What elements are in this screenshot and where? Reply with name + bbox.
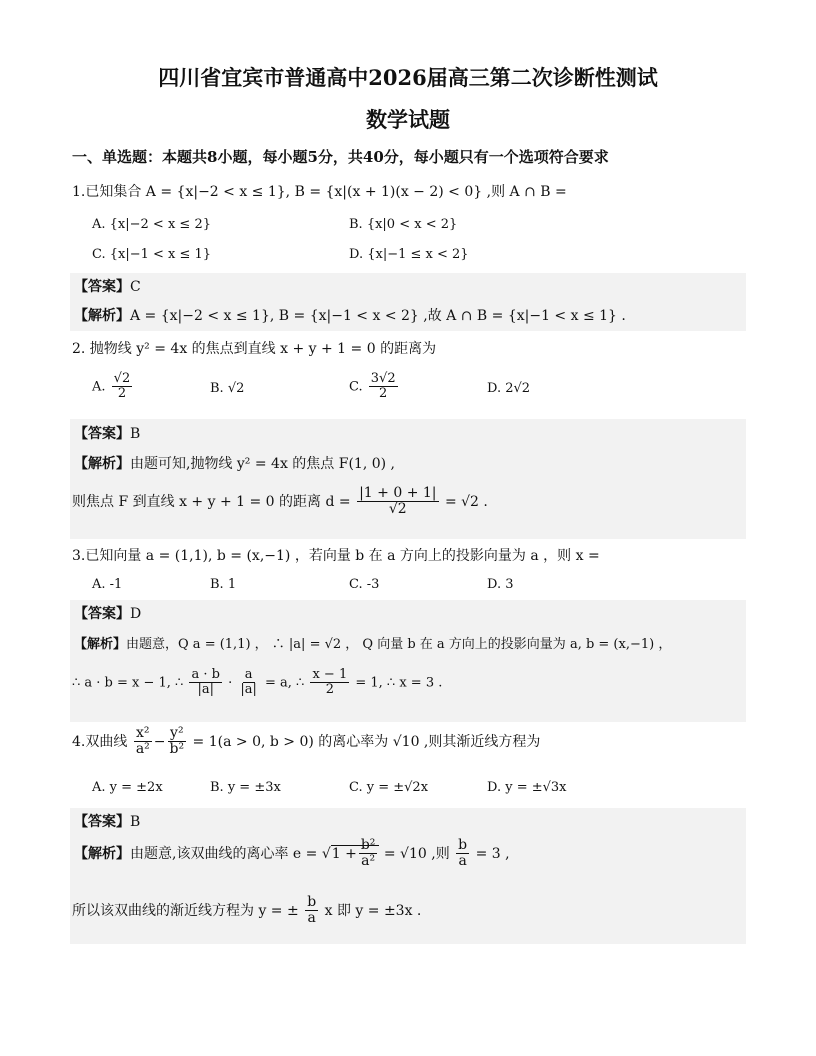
analysis-text: 所以该双曲线的渐近线方程为 y = ± bbox=[72, 902, 299, 919]
asymptote-fraction bbox=[305, 895, 318, 927]
answer-tag: 【答案】 bbox=[74, 814, 130, 830]
fraction-numerator: y² bbox=[170, 725, 184, 741]
analysis-text: A = {x|−2 < x ≤ 1}, B = {x|−1 < x < 2} ,故 A ∩ B = {x|−1 < x ≤ 1} . bbox=[130, 308, 626, 324]
fraction-numerator: 3√2 bbox=[370, 371, 396, 386]
question-3-option-b: B. 1 bbox=[210, 577, 237, 592]
analysis-tag: 【解析】 bbox=[74, 637, 127, 652]
ratio-fraction bbox=[456, 838, 469, 870]
analysis-text: = √10 ,则 bbox=[383, 845, 450, 862]
question-3-stem: 3.已知向量 a = (1,1), b = (x,−1) ，若向量 b 在 a 方向上的投影向量为 a ，则 x = bbox=[72, 548, 600, 564]
question-2-option-b: B. √2 bbox=[210, 381, 245, 396]
analysis-3 bbox=[74, 633, 671, 652]
question-3-option-a: A. -1 bbox=[92, 577, 123, 592]
answer-value: B bbox=[130, 814, 141, 830]
analysis-text: 由题意，Q a = (1,1) ， ∴ |a| = √2 ， Q 向量 b 在 a 方向上的投影向量为 a, b = (x,−1) ， bbox=[126, 637, 672, 652]
hyperbola-y-fraction bbox=[168, 726, 187, 758]
analysis-text: = a, ∴ bbox=[265, 675, 305, 691]
question-4-option-d: D. y = ±√3x bbox=[487, 780, 567, 795]
question-2-option-d: D. 2√2 bbox=[487, 381, 531, 396]
answer-tag: 【答案】 bbox=[74, 426, 130, 442]
fraction-denominator: |a| bbox=[240, 682, 257, 698]
answer-tag: 【答案】 bbox=[74, 279, 130, 295]
answer-panel-2 bbox=[70, 419, 746, 539]
analysis-text: 由题意,该双曲线的离心率 e = bbox=[130, 845, 318, 862]
document-title: 四川省宜宾市普通高中2026届高三第二次诊断性测试 bbox=[158, 65, 658, 90]
analysis-tag: 【解析】 bbox=[74, 845, 130, 862]
analysis-text: ∴ a · b = x − 1, ∴ bbox=[72, 675, 184, 691]
question-1-stem: 1.已知集合 A = {x|−2 < x ≤ 1}, B = {x|(x + 1)(x − 2) < 0} ,则 A ∩ B = bbox=[72, 184, 567, 200]
answer-1 bbox=[74, 276, 141, 296]
fraction-numerator: b² bbox=[360, 837, 376, 853]
section-heading: 一、单选题：本题共8小题，每小题5分，共40分，每小题只有一个选项符合要求 bbox=[72, 148, 609, 166]
option-label: A. bbox=[92, 379, 106, 395]
distance-fraction bbox=[357, 486, 438, 518]
analysis-text: = √2 . bbox=[444, 493, 488, 510]
analysis-tag: 【解析】 bbox=[74, 456, 130, 472]
fraction-denominator: 2 bbox=[325, 682, 334, 698]
fraction-denominator: 2 bbox=[117, 386, 127, 402]
analysis-4: 【解析】由题意,该双曲线的离心率 e = √1 + $\frac{\text{b²}}{\text{a²}}$ = √10 ,则 $\frac{b}{a}$ = 3 , bbox=[74, 837, 510, 870]
analysis-text: x 即 y = ±3x . bbox=[324, 902, 422, 919]
question-4-option-b: B. y = ±3x bbox=[210, 780, 281, 795]
question-4-option-a: A. y = ±2x bbox=[92, 780, 163, 795]
option-a-fraction bbox=[112, 372, 133, 402]
answer-tag: 【答案】 bbox=[74, 606, 130, 622]
question-4-option-c: C. y = ±√2x bbox=[349, 780, 429, 795]
fraction-denominator: 2 bbox=[379, 386, 388, 402]
question-2-option-a bbox=[92, 372, 134, 402]
analysis-tag: 【解析】 bbox=[74, 308, 130, 324]
option-c-fraction bbox=[369, 372, 398, 402]
analysis-1 bbox=[74, 305, 626, 325]
fraction-denominator: a bbox=[458, 853, 467, 870]
fraction-numerator: √2 bbox=[113, 371, 131, 386]
fraction-numerator: b bbox=[307, 894, 317, 910]
question-2-stem: 2. 抛物线 y² = 4x 的焦点到直线 x + y + 1 = 0 的距离为 bbox=[72, 341, 437, 357]
fraction-numerator: a bbox=[244, 667, 253, 682]
question-3-option-c: C. -3 bbox=[349, 577, 380, 592]
option-label: C. bbox=[349, 379, 363, 395]
analysis-text: = 3 , bbox=[475, 845, 510, 862]
question-1-option-a: A. {x|−2 < x ≤ 2} bbox=[92, 217, 211, 232]
fraction-denominator: |a| bbox=[197, 682, 214, 698]
hyperbola-x-fraction bbox=[134, 726, 152, 758]
projection-fraction-2 bbox=[238, 668, 259, 698]
question-3-option-d: D. 3 bbox=[487, 577, 514, 592]
projection-fraction-3 bbox=[310, 668, 349, 698]
analysis-text: · bbox=[228, 675, 237, 691]
analysis-text: 则焦点 F 到直线 x + y + 1 = 0 的距离 d = bbox=[72, 493, 351, 510]
answer-4 bbox=[74, 811, 140, 831]
fraction-denominator: √2 bbox=[388, 501, 407, 518]
radical-text: 1 + bbox=[331, 845, 357, 862]
stem-text: = 1(a > 0, b > 0) 的离心率为 √10 ,则其渐近线方程为 bbox=[192, 733, 541, 750]
fraction-denominator: b² bbox=[169, 741, 185, 758]
answer-value: D bbox=[130, 606, 142, 622]
question-1-option-c: C. {x|−1 < x ≤ 1} bbox=[92, 247, 212, 262]
question-1-option-b: B. {x|0 < x < 2} bbox=[349, 217, 458, 232]
fraction-denominator: a² bbox=[135, 741, 150, 758]
answer-panel-3 bbox=[70, 600, 746, 722]
answer-value: C bbox=[130, 279, 141, 295]
stem-text: 4.双曲线 bbox=[72, 733, 128, 750]
answer-3 bbox=[74, 603, 141, 623]
fraction-numerator: x² bbox=[136, 725, 150, 741]
analysis-text: = 1, ∴ x = 3 . bbox=[355, 675, 443, 691]
fraction-numerator: |1 + 0 + 1| bbox=[359, 485, 437, 501]
eccentricity-fraction bbox=[359, 838, 378, 870]
question-2-option-c bbox=[349, 372, 400, 402]
analysis-2-line-2 bbox=[72, 486, 488, 518]
fraction-numerator: b bbox=[458, 837, 468, 853]
fraction-denominator: a² bbox=[361, 853, 376, 870]
projection-fraction-1 bbox=[189, 668, 221, 698]
analysis-3-line-2 bbox=[72, 668, 442, 698]
answer-2 bbox=[74, 423, 140, 443]
document-subtitle: 数学试题 bbox=[366, 107, 450, 132]
analysis-4-line-2 bbox=[72, 895, 421, 927]
answer-value: B bbox=[130, 426, 141, 442]
eccentricity-radical bbox=[331, 837, 380, 870]
fraction-denominator: a bbox=[307, 910, 316, 927]
fraction-numerator: x − 1 bbox=[312, 667, 348, 682]
fraction-numerator: a · b bbox=[191, 667, 220, 682]
analysis-2 bbox=[74, 453, 395, 473]
question-4-stem: 4.双曲线 $\frac{\text{x²}}{\text{a²}}$ − $\frac{\text{y²}}{\text{b²}}$ = 1(a > 0, b > 0) 的离心率为 √10 ,则其渐近线方程为 bbox=[72, 725, 541, 758]
analysis-text: 由题可知,抛物线 y² = 4x 的焦点 F(1, 0) , bbox=[130, 456, 396, 472]
question-1-option-d: D. {x|−1 ≤ x < 2} bbox=[349, 247, 469, 262]
